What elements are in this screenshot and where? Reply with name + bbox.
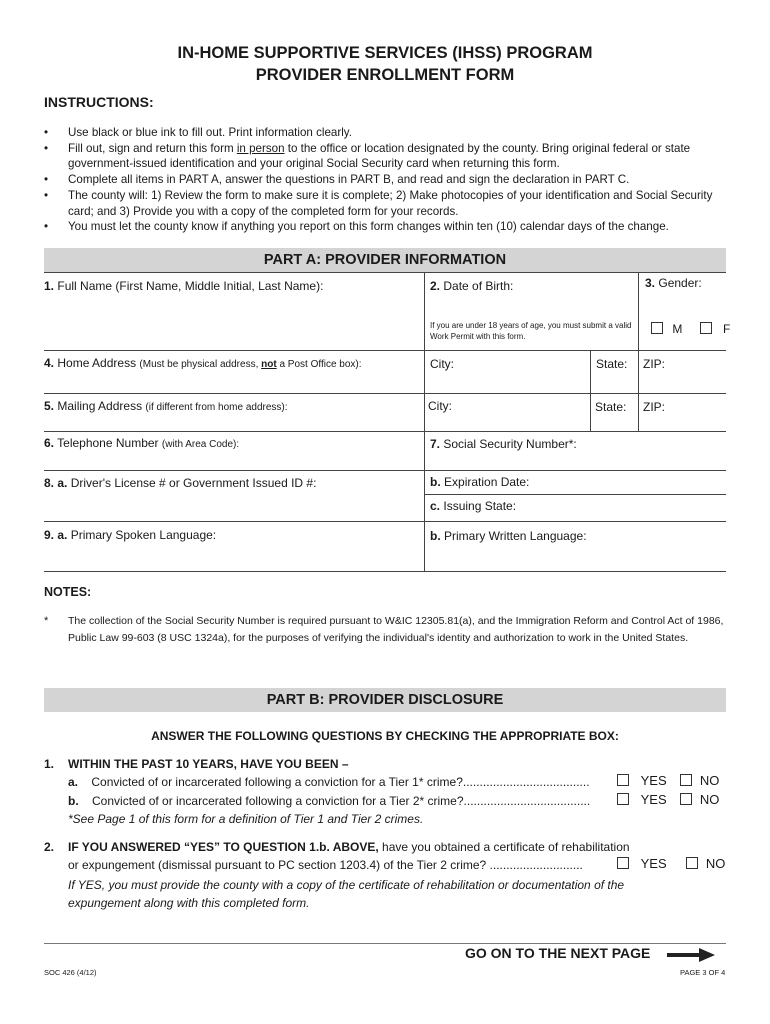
spoken-language-label bbox=[44, 528, 216, 542]
question-2-answers bbox=[617, 856, 725, 871]
grid-line bbox=[638, 272, 639, 350]
right-arrow-icon bbox=[667, 948, 715, 962]
gender-f-checkbox[interactable] bbox=[700, 322, 712, 334]
question-2-line2: or expungement (dismissal pursuant to PC section 1203.4) of the Tier 2 crime? ............................ bbox=[68, 858, 583, 872]
instruction-text: to the office or location designated by the county. Bring original federal or state government-issued identification and your original Social Security card when returning this form. bbox=[68, 141, 691, 171]
part-b-heading: PART B: PROVIDER DISCLOSURE bbox=[44, 688, 726, 712]
grid-line bbox=[590, 350, 591, 431]
field-label: Full Name (First Name, Middle Initial, Last Name): bbox=[57, 279, 324, 293]
instructions-list bbox=[44, 125, 734, 235]
question-2-number bbox=[44, 840, 54, 854]
field-label: Social Security Number*: bbox=[443, 437, 577, 451]
hint-text: a Post Office box): bbox=[276, 359, 362, 370]
grid-line bbox=[638, 350, 639, 431]
mailing-city-label: City: bbox=[428, 399, 452, 413]
question-letter: a. bbox=[68, 775, 79, 789]
question-1b bbox=[68, 794, 613, 808]
instructions-heading: INSTRUCTIONS: bbox=[44, 94, 154, 110]
question-number: 1. bbox=[44, 757, 55, 771]
drivers-license-label bbox=[44, 476, 316, 490]
grid-line bbox=[44, 521, 726, 522]
question-letter: b. bbox=[68, 794, 79, 808]
grid-line bbox=[44, 470, 726, 471]
question-1a-answers bbox=[617, 773, 719, 788]
answer-instructions: ANSWER THE FOLLOWING QUESTIONS BY CHECKING THE APPROPRIATE BOX: bbox=[151, 729, 619, 743]
ssn-note: The collection of the Social Security Number is required pursuant to W&IC 12305.81(a), and the Immigration Reform and Control Act of 1986, Public Law 99-603 (8 USC 1324a), for the purposes of verifying the individual's identity and authorization to work in the United States. bbox=[68, 615, 724, 644]
in-person-emphasis: in person bbox=[236, 141, 285, 155]
grid-line bbox=[424, 272, 425, 571]
field-label: Driver's License # or Government Issued ID #: bbox=[70, 476, 317, 490]
instruction-item: • The county will: 1) Review the form to make sure it is complete; 2) Make photocopies of your identification and Social Security card; and 3) Provide you with a copy of the completed form for your records. bbox=[44, 188, 734, 219]
instruction-item: • Use black or blue ink to fill out. Print information clearly. bbox=[44, 125, 734, 141]
question-heading: WITHIN THE PAST 10 YEARS, HAVE YOU BEEN – bbox=[68, 757, 349, 771]
instruction-item: • Complete all items in PART A, answer the questions in PART B, and read and sign the declaration in PART C. bbox=[44, 172, 734, 188]
question-number: 2. bbox=[44, 840, 55, 854]
gender-label bbox=[645, 276, 702, 290]
mailing-state-label: State: bbox=[595, 400, 627, 414]
note-asterisk: * bbox=[44, 615, 49, 627]
field-hint: (if different from home address): bbox=[145, 402, 288, 413]
field-number: 8. a. bbox=[44, 476, 68, 490]
date-of-birth-label bbox=[430, 279, 513, 293]
field-label: Date of Birth: bbox=[443, 279, 514, 293]
work-permit-note: If you are under 18 years of age, you must submit a valid Work Permit with this form. bbox=[430, 321, 632, 341]
question-1-number bbox=[44, 757, 54, 771]
notes-heading: NOTES: bbox=[44, 585, 92, 599]
question-text: Convicted of or incarcerated following a conviction for a Tier 2* crime?...................................... bbox=[92, 794, 591, 808]
field-number: 2. bbox=[430, 279, 441, 293]
field-label: Telephone Number bbox=[57, 436, 159, 450]
question-text: have you obtained a certificate of rehabilitation bbox=[378, 840, 630, 854]
q2-yes-checkbox[interactable] bbox=[617, 857, 629, 869]
field-label: Mailing Address bbox=[57, 399, 143, 413]
field-number: 3. bbox=[645, 276, 656, 290]
question-text: Convicted of or incarcerated following a conviction for a Tier 1* crime?...................................... bbox=[91, 775, 590, 789]
form-code: SOC 426 (4/12) bbox=[44, 968, 97, 977]
page-number: PAGE 3 OF 4 bbox=[680, 968, 726, 977]
yes-label: YES bbox=[640, 856, 667, 871]
grid-line bbox=[44, 272, 726, 273]
field-hint: (with Area Code): bbox=[161, 439, 240, 450]
question-2-text bbox=[68, 840, 630, 854]
field-number: b. bbox=[430, 475, 441, 489]
field-number: 5. bbox=[44, 399, 55, 413]
field-label: Issuing State: bbox=[443, 499, 517, 513]
expiration-date-label bbox=[430, 475, 529, 489]
yes-label: YES bbox=[640, 792, 667, 807]
home-zip-label: ZIP: bbox=[643, 357, 666, 371]
field-hint bbox=[139, 359, 361, 370]
footer-divider bbox=[44, 943, 726, 944]
yes-label: YES bbox=[640, 773, 667, 788]
field-number: 1. bbox=[44, 279, 55, 293]
home-address-label bbox=[44, 356, 362, 370]
field-label: Gender: bbox=[658, 276, 702, 290]
grid-line bbox=[44, 571, 726, 572]
gender-m-checkbox[interactable] bbox=[651, 322, 663, 334]
no-label: NO bbox=[699, 773, 720, 788]
telephone-label bbox=[44, 436, 239, 450]
field-number: c. bbox=[430, 499, 441, 513]
instruction-item bbox=[44, 141, 734, 172]
part-a-heading: PART A: PROVIDER INFORMATION bbox=[44, 248, 726, 272]
field-number: 7. bbox=[430, 437, 441, 451]
full-name-label bbox=[44, 279, 323, 293]
certificate-note: If YES, you must provide the county with a copy of the certificate of rehabilitation or documentation of the expungement along with this completed form. bbox=[68, 878, 625, 910]
instruction-item: • You must let the county know if anything you report on this form changes within ten (10) calendar days of the change. bbox=[44, 219, 734, 235]
field-number: 6. bbox=[44, 436, 55, 450]
instruction-text: Fill out, sign and return this form bbox=[68, 141, 237, 155]
hint-text: (Must be physical address, bbox=[139, 359, 262, 370]
q1b-yes-checkbox[interactable] bbox=[617, 793, 629, 805]
no-label: NO bbox=[705, 856, 726, 871]
grid-line bbox=[44, 393, 726, 394]
tier-definition-note: *See Page 1 of this form for a definition of Tier 1 and Tier 2 crimes. bbox=[68, 812, 424, 826]
field-label: Primary Spoken Language: bbox=[70, 528, 217, 542]
field-label: Expiration Date: bbox=[444, 475, 530, 489]
grid-line bbox=[44, 350, 726, 351]
ssn-label bbox=[430, 437, 577, 451]
q1a-no-checkbox[interactable] bbox=[680, 774, 692, 786]
field-number: b. bbox=[430, 529, 441, 543]
gender-f-label: F bbox=[723, 322, 731, 336]
gender-m-label: M bbox=[672, 322, 683, 336]
hint-not-emphasis: not bbox=[261, 359, 277, 370]
field-label: Primary Written Language: bbox=[444, 529, 587, 543]
no-label: NO bbox=[699, 792, 720, 807]
field-label: Home Address bbox=[57, 356, 137, 370]
grid-line bbox=[424, 494, 726, 495]
question-heading: IF YOU ANSWERED “YES” TO QUESTION 1.b. ABOVE, bbox=[68, 840, 379, 854]
mailing-zip-label: ZIP: bbox=[643, 400, 666, 414]
question-1a bbox=[68, 775, 613, 789]
field-number: 9. a. bbox=[44, 528, 68, 542]
form-title-line2: PROVIDER ENROLLMENT FORM bbox=[255, 66, 515, 84]
gender-options bbox=[651, 322, 730, 336]
question-1-text bbox=[68, 757, 349, 771]
q1a-yes-checkbox[interactable] bbox=[617, 774, 629, 786]
next-page-label: GO ON TO THE NEXT PAGE bbox=[465, 945, 651, 961]
written-language-label bbox=[430, 529, 587, 543]
q1b-no-checkbox[interactable] bbox=[680, 793, 692, 805]
q2-no-checkbox[interactable] bbox=[686, 857, 698, 869]
home-city-label: City: bbox=[430, 357, 454, 371]
grid-line bbox=[44, 431, 726, 432]
home-state-label: State: bbox=[596, 357, 628, 371]
form-title-line1: IN-HOME SUPPORTIVE SERVICES (IHSS) PROGRAM bbox=[177, 44, 593, 62]
question-1b-answers bbox=[617, 792, 719, 807]
mailing-address-label bbox=[44, 399, 288, 413]
issuing-state-label bbox=[430, 499, 516, 513]
field-number: 4. bbox=[44, 356, 55, 370]
